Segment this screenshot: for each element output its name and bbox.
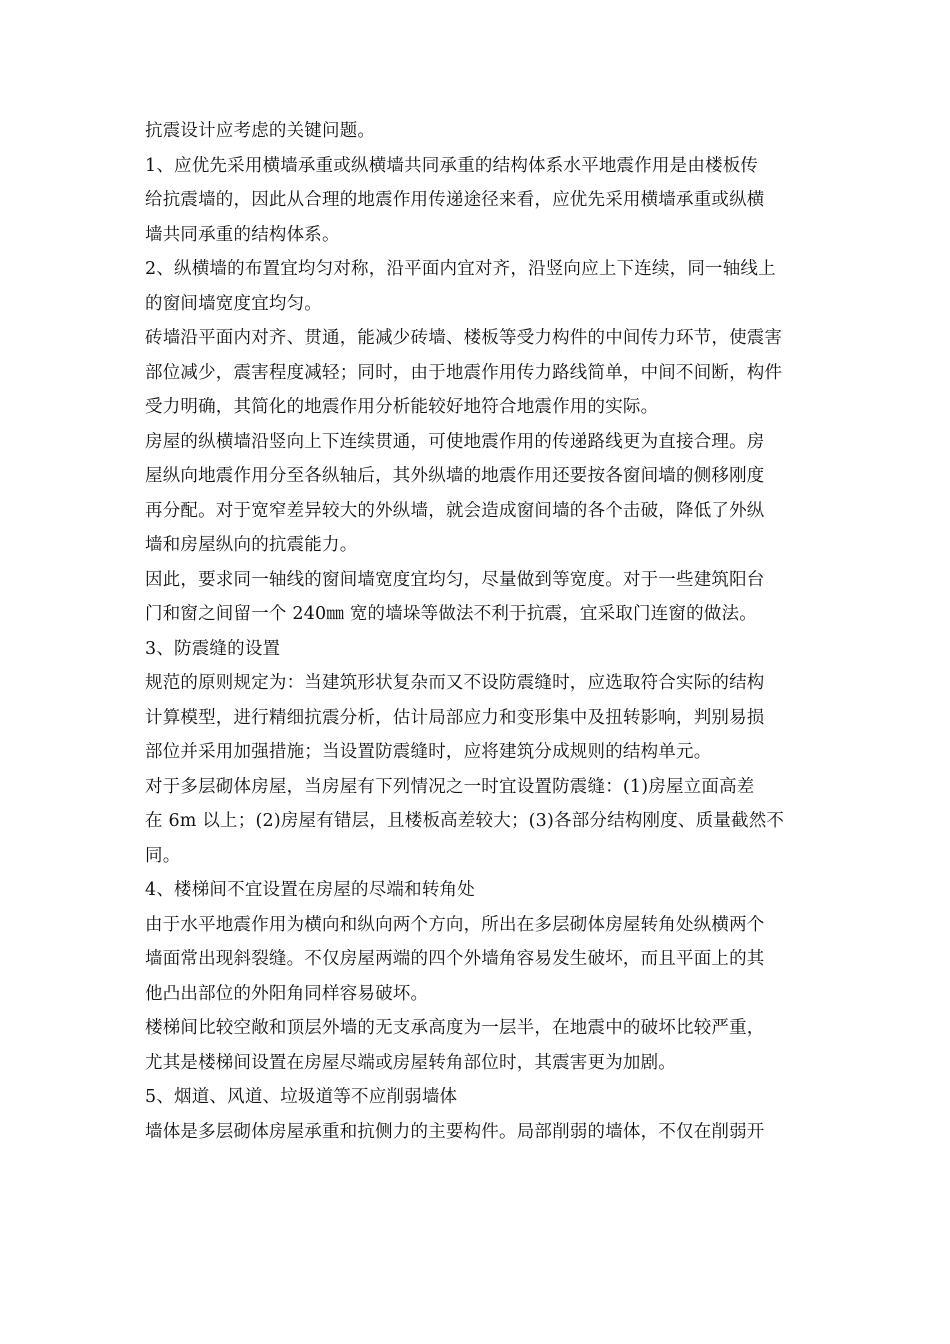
text-line: 计算模型，进行精细抗震分析，估计局部应力和变形集中及扭转影响，判别易损 — [145, 707, 765, 728]
text-line: 屋纵向地震作用分至各纵轴后，其外纵墙的地震作用还要按各窗间墙的侧移刚度 — [145, 466, 765, 486]
text-line: 部位减少，震害程度减轻；同时，由于地震作用传力路线简单，中间不间断，构件 — [145, 362, 783, 383]
text-line: 5、烟道、风道、垃圾道等不应削弱墙体 — [145, 1087, 458, 1107]
text-line: 受力明确，其简化的地震作用分析能较好地符合地震作用的实际。 — [145, 397, 659, 417]
text-line: 对于多层砌体房屋，当房屋有下列情况之一时宜设置防震缝：(1)房屋立面高差 — [145, 776, 755, 797]
document-body — [145, 114, 810, 1149]
text-line: 给抗震墙的，因此从合理的地震作用传递途径来看，应优先采用横墙承重或纵横 — [145, 190, 765, 210]
text-line: 同。 — [145, 845, 181, 866]
text-line: 3、防震缝的设置 — [145, 638, 281, 659]
text-line: 规范的原则规定为：当建筑形状复杂而又不设防震缝时，应选取符合实际的结构 — [145, 673, 765, 693]
text-line: 房屋的纵横墙沿竖向上下连续贯通，可使地震作用的传递路线更为直接合理。房 — [145, 431, 765, 452]
text-line: 因此，要求同一轴线的窗间墙宽度宜均匀，尽量做到等宽度。对于一些建筑阳台 — [145, 569, 765, 590]
text-line: 墙和房屋纵向的抗震能力。 — [145, 535, 358, 555]
text-line: 楼梯间比较空敞和顶层外墙的无支承高度为一层半，在地震中的破坏比较严重， — [145, 1018, 765, 1038]
text-line: 由于水平地震作用为横向和纵向两个方向，所出在多层砌体房屋转角处纵横两个 — [145, 914, 765, 935]
text-line: 的窗间墙宽度宜均匀。 — [145, 293, 322, 314]
text-line: 墙共同承重的结构体系。 — [145, 224, 340, 245]
text-line: 砖墙沿平面内对齐、贯通，能减少砖墙、楼板等受力构件的中间传力环节，使震害 — [145, 328, 783, 348]
text-line: 他凸出部位的外阳角同样容易破坏。 — [145, 983, 429, 1004]
text-line: 再分配。对于宽窄差异较大的外纵墙，就会造成窗间墙的各个击破，降低了外纵 — [145, 500, 765, 521]
text-line: 墙体是多层砌体房屋承重和抗侧力的主要构件。局部削弱的墙体，不仅在削弱开 — [145, 1121, 765, 1142]
text-line: 墙面常出现斜裂缝。不仅房屋两端的四个外墙角容易发生破坏，而且平面上的其 — [145, 949, 765, 969]
text-line: 4、楼梯间不宜设置在房屋的尽端和转角处 — [145, 880, 475, 900]
text-line: 抗震设计应考虑的关键问题。 — [145, 121, 376, 141]
text-line: 在 6m 以上；(2)房屋有错层，且楼板高差较大；(3)各部分结构刚度、质量截然不 — [145, 811, 785, 831]
text-line: 部位并采用加强措施；当设置防震缝时，应将建筑分成规则的结构单元。 — [145, 742, 712, 762]
text-line: 尤其是楼梯间设置在房屋尽端或房屋转角部位时，其震害更为加剧。 — [145, 1052, 676, 1073]
text-line: 2、纵横墙的布置宜均匀对称，沿平面内宜对齐，沿竖向应上下连续，同一轴线上 — [145, 259, 776, 279]
text-line: 门和窗之间留一个 240㎜ 宽的墙垛等做法不利于抗震，宜采取门连窗的做法。 — [145, 604, 757, 624]
text-line: 1、应优先采用横墙承重或纵横墙共同承重的结构体系水平地震作用是由楼板传 — [145, 155, 759, 176]
